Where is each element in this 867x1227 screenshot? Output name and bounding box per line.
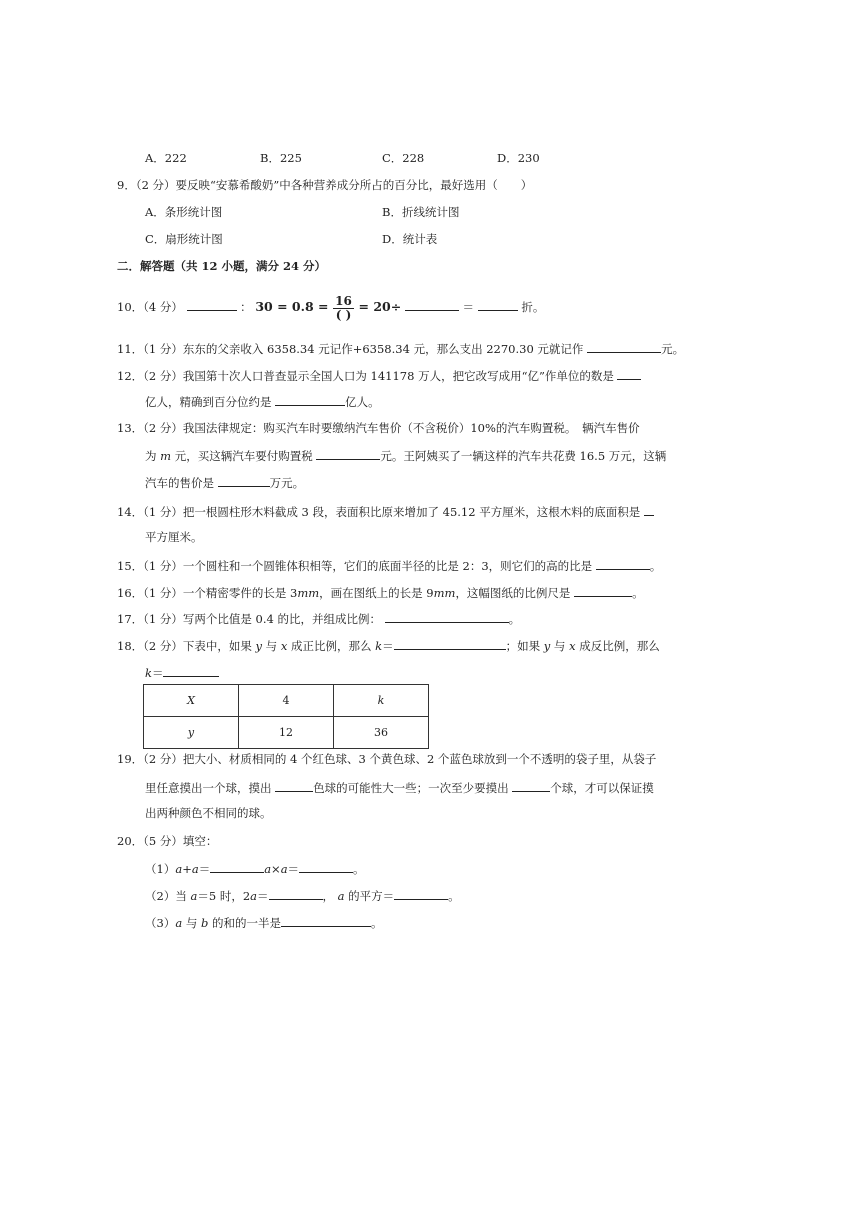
q20-stem: 20．（5 分）填空：	[117, 834, 218, 848]
q19-line1: 19．（2 分）把大小、材质相同的 4 个红色球、3 个黄色球、2 个蓝色球放到一个不透明的袋子里，从袋子	[117, 752, 657, 766]
q12-blank-2[interactable]	[275, 393, 345, 406]
q20-part3	[145, 914, 383, 931]
q18-var-y: y	[255, 639, 263, 653]
q12-line2	[145, 393, 380, 410]
q9-option-a: A．条形统计图	[145, 205, 223, 219]
q13-line1: 13．（2 分）我国法律规定：购买汽车时要缴纳汽车售价（不含税价）10%的汽车购置税。 辆汽车售价	[117, 421, 640, 435]
q20-times: ×	[271, 862, 281, 876]
q20-part3-text-b: 与	[185, 916, 198, 930]
q10-equation-2: = 20÷	[358, 299, 402, 314]
q20-blank-3[interactable]	[269, 887, 323, 900]
q8-option-d: D．230	[497, 151, 540, 165]
q11-blank[interactable]	[587, 340, 661, 353]
q20-part2-label: （2）当	[145, 889, 187, 903]
q13-text-e: 万元。	[269, 476, 305, 490]
q18-var-x-2: x	[569, 639, 576, 653]
q20-var-a-4: a	[280, 862, 288, 876]
q20-part3-text-c: 的和的一半是	[212, 916, 282, 930]
q18-var-y-2: y	[543, 639, 551, 653]
q19-blank-2[interactable]	[512, 779, 550, 792]
table-cell: 4	[239, 685, 334, 717]
q18-line2	[145, 664, 219, 681]
q14-line2: 平方厘米。	[145, 530, 203, 544]
q18-text-e: ；如果	[505, 639, 541, 653]
q18-blank-2[interactable]	[163, 664, 219, 677]
q10-suffix: 折。	[521, 300, 545, 314]
q20-blank-1[interactable]	[210, 860, 264, 873]
q20-var-a-2: a	[191, 862, 199, 876]
q12-text: 12．（2 分）我国第十次人口普查显示全国人口为 141178 万人，把它改写成用“亿”作单位的数是	[117, 369, 614, 383]
table-cell: 12	[239, 717, 334, 749]
q16-text-a: 16．（1 分）一个精密零件的长是 3	[117, 586, 298, 600]
q10-equation: 30 = 0.8 =	[255, 299, 329, 314]
q13-var-m: m	[160, 449, 172, 463]
q17-blank[interactable]	[385, 610, 509, 623]
table-row	[144, 685, 429, 717]
q13-blank-1[interactable]	[316, 447, 380, 460]
q10	[117, 292, 544, 322]
q13-text-d: 汽车的售价是	[145, 476, 214, 490]
q16-blank[interactable]	[574, 584, 632, 597]
q20-var-a-8: a	[175, 916, 183, 930]
q9-option-d: D．统计表	[382, 232, 438, 246]
q12-blank-1[interactable]	[617, 367, 641, 380]
q14-text: 14．（1 分）把一根圆柱形木料截成 3 段，表面积比原来增加了 45.12 平方厘米，这根木料的底面积是	[117, 505, 641, 519]
q13-line2	[145, 447, 666, 464]
table-cell: k	[334, 685, 429, 717]
q19-text-c: 个球，才可以保证摸	[550, 781, 654, 795]
q19-text-b: 色球的可能性大一些；一次至少要摸出	[313, 781, 509, 795]
q11-suffix: 元。	[661, 342, 685, 356]
q16-suffix: 。	[632, 586, 644, 600]
q18-eq-2: ＝	[151, 666, 164, 680]
q15-text: 15．（1 分）一个圆柱和一个圆锥体积相等，它们的底面半径的比是 2：3，则它们的高的比是	[117, 559, 593, 573]
q18-text-g: 成反比例，那么	[579, 639, 660, 653]
q8-option-a: A．222	[145, 151, 187, 165]
q20-part3-suffix: 。	[371, 916, 383, 930]
q20-blank-2[interactable]	[299, 860, 353, 873]
q15	[117, 557, 661, 574]
q10-fraction	[333, 295, 354, 322]
q9-option-b: B．折线统计图	[382, 205, 460, 219]
q18-text-f: 与	[553, 639, 566, 653]
q8-option-c: C．228	[382, 151, 425, 165]
q12-suffix: 亿人。	[345, 395, 380, 409]
q18-text-c: 成正比例，那么	[290, 639, 372, 653]
q20-eq-3: ＝	[257, 889, 269, 903]
q17-text: 17．（1 分）写两个比值是 0.4 的比，并组成比例：	[117, 612, 381, 626]
q20-part2	[145, 887, 460, 904]
q9-option-c: C．扇形统计图	[145, 232, 223, 246]
q18-table	[143, 684, 429, 749]
q15-blank[interactable]	[596, 557, 650, 570]
q20-eq: ＝	[198, 862, 211, 876]
q18-var-k: k	[375, 639, 383, 653]
q10-blank-3[interactable]	[478, 298, 518, 311]
q20-blank-5[interactable]	[281, 914, 371, 927]
q16-text-b: ，画在图纸上的长是 9	[319, 586, 434, 600]
q20-part2-suffix: 。	[448, 889, 460, 903]
q10-fraction-numerator: 16	[335, 293, 352, 308]
q13-blank-2[interactable]	[218, 474, 270, 487]
q13-line3	[145, 474, 304, 491]
q20-var-a: a	[175, 862, 183, 876]
q20-var-a-6: a	[250, 889, 257, 903]
q20-plus: +	[182, 862, 192, 876]
q20-blank-4[interactable]	[394, 887, 448, 900]
q20-part2-text-d: 的平方＝	[348, 889, 395, 903]
q20-var-a-5: a	[190, 889, 198, 903]
q18-var-x: x	[280, 639, 288, 653]
q13-text-a: 为	[145, 449, 157, 463]
q18-eq: ＝	[382, 639, 394, 653]
q10-blank-2[interactable]	[405, 298, 459, 311]
q13-text-b: 元，买这辆汽车要付购置税	[174, 449, 313, 463]
q14-line1	[117, 503, 654, 520]
q20-part1-label: （1）	[145, 862, 176, 876]
q19-blank-1[interactable]	[275, 779, 313, 792]
section-heading: 二．解答题（共 12 小题，满分 24 分）	[117, 259, 327, 273]
q19-text-a: 里任意摸出一个球，摸出	[145, 781, 272, 795]
q8-option-b: B．225	[260, 151, 302, 165]
q17	[117, 610, 520, 627]
q20-part1-suffix: 。	[353, 862, 365, 876]
q18-blank-1[interactable]	[394, 637, 506, 650]
q20-part2-text-b: ＝5 时，2	[197, 889, 251, 903]
q10-prefix: 10．（4 分）	[117, 300, 183, 314]
q16-unit-2: mm	[433, 586, 456, 600]
q10-colon: ：	[240, 300, 252, 314]
q15-suffix: 。	[649, 559, 662, 573]
table-row	[144, 717, 429, 749]
q11	[117, 340, 684, 357]
q10-blank-1[interactable]	[187, 298, 237, 311]
q14-blank[interactable]	[644, 503, 654, 516]
q11-text: 11．（1 分）东东的父亲收入 6358.34 元记作+6358.34 元，那么支出 2270.30 元就记作	[117, 342, 584, 356]
table-cell: X	[144, 685, 239, 717]
q12-text-2: 亿人，精确到百分位约是	[145, 395, 272, 409]
q18-var-k-2: k	[145, 666, 152, 680]
q18-line1	[117, 637, 660, 654]
q18-text-b: 与	[265, 639, 278, 653]
table-cell: 36	[334, 717, 429, 749]
q20-part3-label: （3）	[145, 916, 176, 930]
q12-line1	[117, 367, 641, 384]
q20-part2-comma: ，	[322, 889, 334, 903]
q17-suffix: 。	[508, 612, 521, 626]
q20-eq-2: ＝	[287, 862, 300, 876]
q16-text-c: ，这幅图纸的比例尺是	[455, 586, 571, 600]
q13-text-c: 元。王阿姨买了一辆这样的汽车共花费 16.5 万元，这辆	[380, 449, 667, 463]
q19-line3: 出两种颜色不相同的球。	[145, 806, 272, 820]
q19-line2	[145, 779, 654, 796]
table-cell: y	[144, 717, 239, 749]
q10-fraction-denominator: ( )	[335, 307, 352, 322]
q20-var-a-7: a	[337, 889, 345, 903]
q16	[117, 584, 644, 601]
q9-stem: 9．（2 分）要反映“安慕希酸奶”中各种营养成分所占的百分比，最好选用（ ）	[117, 178, 533, 192]
q10-equals: ＝	[462, 300, 475, 314]
q18-text-a: 18．（2 分）下表中，如果	[117, 639, 252, 653]
q20-var-a-3: a	[264, 862, 272, 876]
q20-part1	[145, 860, 365, 877]
q20-var-b: b	[201, 916, 209, 930]
q16-unit-1: mm	[297, 586, 320, 600]
